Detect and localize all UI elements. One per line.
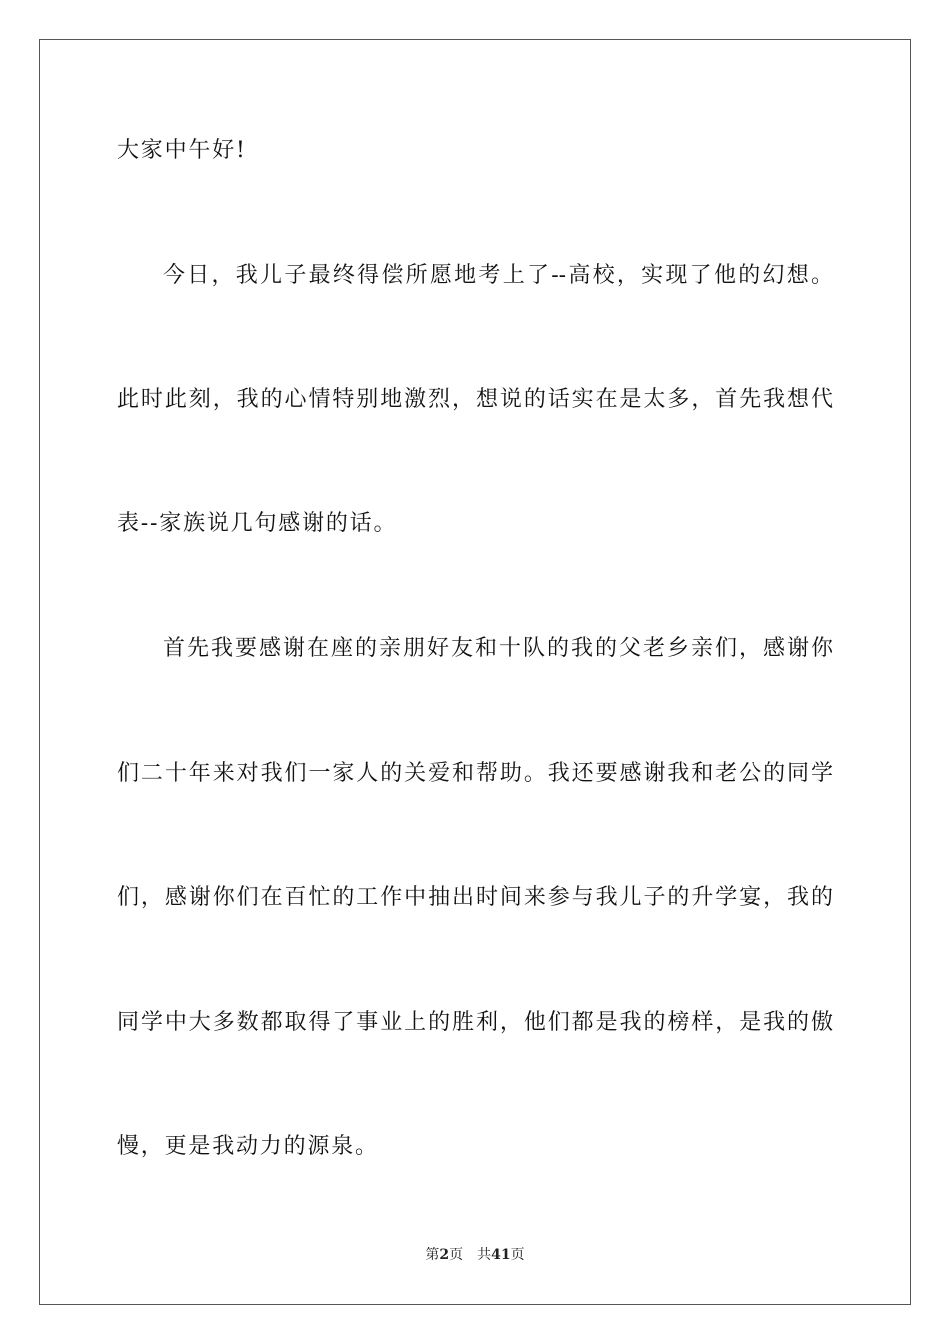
text-line: 今日，我儿子最终得偿所愿地考上了--高校，实现了他的幻想。 [163, 263, 833, 288]
text-line: 们，感谢你们在百忙的工作中抽出时间来参与我儿子的升学宴，我的 [117, 885, 833, 910]
text-line: 表--家族说几句感谢的话。 [117, 511, 398, 536]
text-line: 同学中大多数都取得了事业上的胜利，他们都是我的榜样，是我的傲 [117, 1010, 833, 1035]
page-border [39, 39, 911, 1305]
text-line: 此时此刻，我的心情特别地激烈，想说的话实在是太多，首先我想代 [117, 387, 833, 412]
page-prefix: 第 [425, 1247, 440, 1263]
page-number: 2 [439, 1247, 450, 1263]
total-pages: 41 [491, 1247, 511, 1263]
text-line: 大家中午好! [117, 138, 247, 163]
text-line: 慢，更是我动力的源泉。 [117, 1134, 379, 1159]
total-suffix: 页 [510, 1247, 525, 1263]
text-line: 首先我要感谢在座的亲朋好友和十队的我的父老乡亲们，感谢你 [163, 636, 833, 661]
page-suffix: 页 [449, 1247, 464, 1263]
total-prefix: 共 [477, 1247, 492, 1263]
text-line: 们二十年来对我们一家人的关爱和帮助。我还要感谢我和老公的同学 [117, 761, 833, 786]
page-footer [0, 1245, 950, 1265]
